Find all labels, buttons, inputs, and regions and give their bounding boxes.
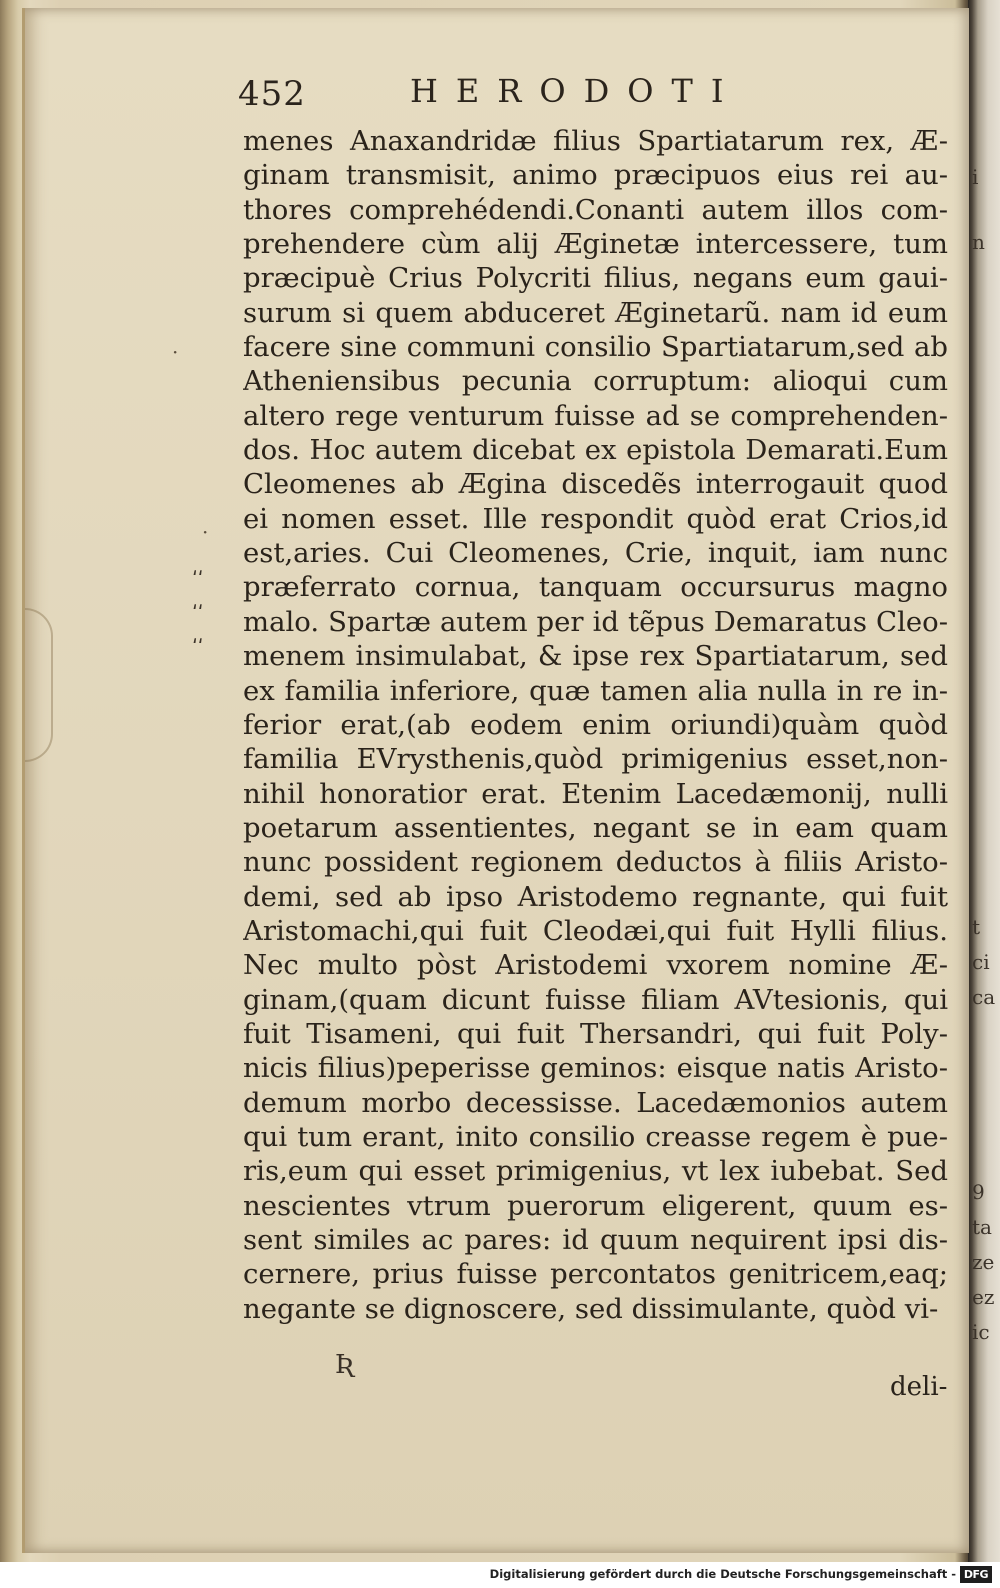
catchword: deli- (890, 1372, 948, 1402)
text-line: fuit Tisameni, qui fuit Thersandri, qui fuit Poly- (243, 1017, 948, 1050)
running-title: HERODOTI (410, 72, 742, 110)
text-line: malo. Spartæ autem per id tẽpus Demaratus Cleo- (243, 605, 948, 638)
text-line: menem insimulabat, & ipse rex Spartiatarum, sed (243, 640, 948, 673)
body-text (243, 124, 948, 1326)
text-line: nunc possident regionem deductos à filiis Aristo- (243, 846, 948, 879)
right-fragment: ez (972, 1285, 995, 1309)
text-line: ginam,(quam dicunt fuisse filiam AVtesionis, qui (243, 983, 948, 1016)
text-line: ex familia inferiore, quæ tamen alia nulla in re in- (243, 674, 948, 707)
text-line: sent similes ac pares: id quum nequirent ipsi dis- (243, 1224, 948, 1256)
marginal-quote-mark: ͵͵ (192, 620, 204, 644)
digitization-footer (0, 1562, 1000, 1588)
text-line: Aristomachi,qui fuit Cleodæi,qui fuit Hylli filius. (243, 914, 948, 947)
folio-number: 452 (238, 74, 306, 114)
right-fragment: i (972, 165, 979, 189)
text-line: Nec multo pòst Aristodemi vxorem nomine Æ- (243, 949, 948, 982)
text-line: dos. Hoc autem dicebat ex epistola Demarati.Eum (243, 434, 948, 467)
text-line: poetarum assentientes, negant se in eam quam (243, 811, 948, 844)
right-fragment: t (972, 915, 981, 939)
text-line: altero rege venturum fuisse ad se comprehenden- (243, 399, 948, 432)
text-line: Atheniensibus pecunia corruptum: alioqui cum (243, 365, 948, 398)
text-line: est,aries. Cui Cleomenes, Crie, inquit, iam nunc (243, 537, 948, 570)
text-line: thores comprehédendi.Conanti autem illos com- (243, 193, 948, 226)
text-line: prehendere cùm alij Æginetæ intercessere, tum (243, 228, 948, 261)
text-line: præferrato cornua, tanquam occursurus magno (243, 571, 948, 604)
text-line: ferior erat,(ab eodem enim oriundi)quàm quòd (243, 708, 948, 741)
text-line: ris,eum qui esset primigenius, vt lex iubebat. Sed (243, 1155, 948, 1188)
text-line: demi, sed ab ipso Aristodemo regnante, qui fuit (243, 880, 948, 913)
right-fragment: ic (972, 1320, 990, 1344)
right-fragment: ze (972, 1250, 995, 1274)
text-line: ginam transmisit, animo præcipuos eius rei au- (243, 159, 948, 192)
page-header (238, 70, 958, 120)
right-fragment: ci (972, 950, 990, 974)
text-line: præcipuè Crius Polycriti filius, negans eum gaui- (243, 262, 948, 295)
dfg-logo: DFG (960, 1566, 992, 1583)
right-fragment: ca (972, 985, 996, 1009)
signature-mark: Ʀ (335, 1350, 355, 1380)
right-fragment: ta (972, 1215, 992, 1239)
right-fragment: n (972, 230, 985, 254)
text-line: Cleomenes ab Ægina discedẽs interrogauit quod (243, 468, 948, 501)
text-line: cernere, prius fuisse percontatos genitricem,eaq; (243, 1258, 948, 1291)
text-line: demum morbo decessisse. Lacedæmonios autem (243, 1086, 948, 1119)
text-line: menes Anaxandridæ filius Spartiatarum rex, Æ- (243, 125, 948, 157)
text-line: nicis filius)peperisse geminos: eisque natis Aristo- (243, 1052, 948, 1085)
marginal-quote-mark: ͵͵ (192, 552, 204, 576)
text-line: surum si quem abduceret Æginetarũ. nam id eum (243, 296, 948, 329)
text-line: ei nomen esset. Ille respondit quòd erat Crios,id (243, 502, 948, 535)
marginal-quote-mark: ͵͵ (192, 586, 204, 610)
text-line: negante se dignoscere, sed dissimulante, quòd vi- (243, 1292, 939, 1325)
footer-credit: Digitalisierung gefördert durch die Deutsche Forschungsgemeinschaft - (489, 1567, 956, 1581)
text-line: qui tum erant, inito consilio creasse regem è pue- (243, 1120, 948, 1153)
right-fragment: 9 (972, 1180, 985, 1204)
text-line: nihil honoratior erat. Etenim Lacedæmonij, nulli (243, 777, 948, 810)
margin-dot: · (202, 520, 209, 544)
text-line: facere sine communi consilio Spartiatarum,sed ab (243, 331, 948, 364)
text-line: nescientes vtrum puerorum eligerent, quum es- (243, 1189, 948, 1222)
margin-dot: · (172, 340, 179, 364)
text-line: familia EVrysthenis,quòd primigenius esset,non- (243, 743, 948, 776)
page-tab-impression (25, 608, 53, 762)
